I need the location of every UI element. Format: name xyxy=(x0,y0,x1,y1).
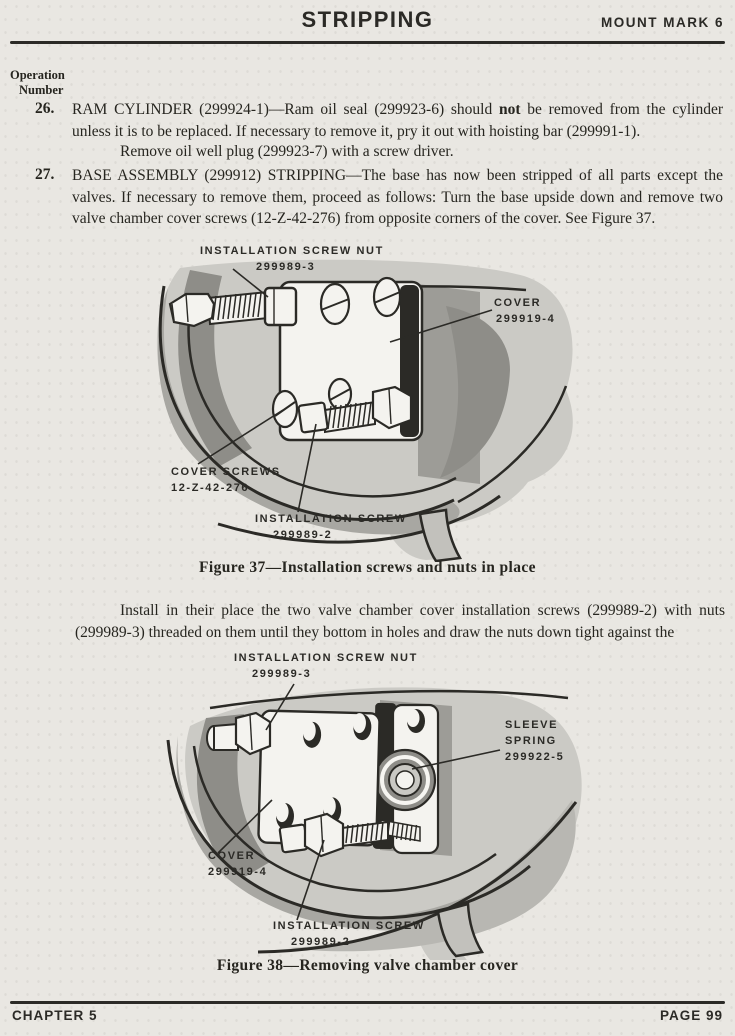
footer-rule xyxy=(10,1001,725,1004)
op-26-text-post: be removed from the cylinder unless it is to be replaced. If necessary to remove it, pry it out with hoisting bar (299991-1). xyxy=(72,101,723,140)
fig38-part-number-299989-3: 299989-3 xyxy=(252,668,312,680)
mount-designation-label: MOUNT MARK 6 xyxy=(601,15,724,30)
op-27-number: 27. xyxy=(35,166,55,183)
op-26-text-pre: RAM CYLINDER (299924-1)—Ram oil seal (299923-6) should xyxy=(72,101,499,118)
op-26-text xyxy=(72,99,723,142)
op-26-text-bold: not xyxy=(498,101,521,118)
fig38-label-installation-screw-nut: INSTALLATION SCREW NUT xyxy=(234,652,418,664)
fig38-part-number-299989-2: 299989-2 xyxy=(291,936,351,948)
figure-38 xyxy=(0,645,735,957)
figure-37 xyxy=(0,240,735,562)
fig37-label-cover-screws: COVER SCREWS xyxy=(171,466,281,478)
figure-38-illustration xyxy=(148,648,593,960)
op-26-subtext: Remove oil well plug (299923-7) with a screw driver. xyxy=(120,143,454,160)
fig37-label-installation-screw: INSTALLATION SCREW xyxy=(255,513,407,525)
fig37-part-number-299989-2: 299989-2 xyxy=(273,529,333,541)
fig37-part-number-299919-4: 299919-4 xyxy=(496,313,556,325)
op-26-number: 26. xyxy=(35,100,55,117)
fig38-label-cover: COVER xyxy=(208,850,256,862)
fig37-part-number-299989-3: 299989-3 xyxy=(256,261,316,273)
fig38-part-number-299919-4: 299919-4 xyxy=(208,866,268,878)
figure-37-caption: Figure 37—Installation screws and nuts in place xyxy=(199,559,536,576)
fig37-label-installation-screw-nut: INSTALLATION SCREW NUT xyxy=(200,245,384,257)
number-word: Number xyxy=(19,83,64,97)
fig38-part-number-299922-5: 299922-5 xyxy=(505,751,565,763)
page-number-label: PAGE 99 xyxy=(659,1008,723,1023)
op-27-text: BASE ASSEMBLY (299912) STRIPPING—The base has now been stripped of all parts except the valves. If necessary to remove them, proceed as follows: Turn the base upside down and remove two valve chamber cover screws (12-Z-42-276) from opposite corners of the cover. See Figure 37. xyxy=(72,167,723,228)
figure-38-caption: Figure 38—Removing valve chamber cover xyxy=(216,957,519,974)
install-paragraph: Install in their place the two valve chamber cover installation screws (299989-2) with nuts (299989-3) threaded on them until they bottom in holes and draw the nuts down tight against the xyxy=(75,602,725,641)
fig38-label-spring: SPRING xyxy=(505,735,557,747)
fig37-part-number-12-z-42-276: 12-Z-42-276 xyxy=(171,482,250,494)
chapter-label: CHAPTER 5 xyxy=(12,1008,98,1023)
operation-word: Operation xyxy=(10,68,65,82)
page-title: STRIPPING xyxy=(301,7,434,32)
fig37-label-cover: COVER xyxy=(494,297,542,309)
operation-number-heading xyxy=(10,68,65,98)
header-rule xyxy=(10,41,725,44)
fig38-label-installation-screw: INSTALLATION SCREW xyxy=(273,920,425,932)
fig38-label-sleeve: SLEEVE xyxy=(505,719,559,731)
